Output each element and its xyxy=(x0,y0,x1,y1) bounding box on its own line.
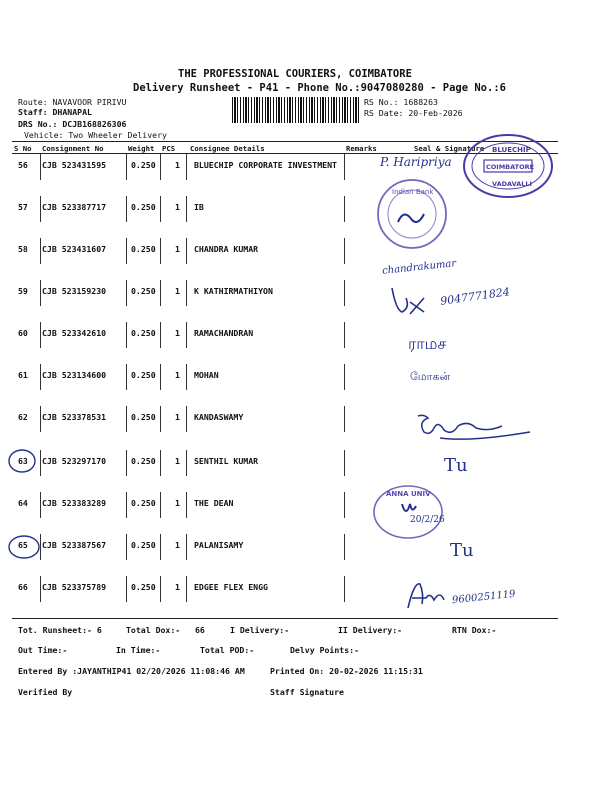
cell-weight: 0.250 xyxy=(131,202,156,212)
row-separator xyxy=(160,322,161,348)
signature-row-59-scribble xyxy=(386,282,446,318)
in-time: In Time:- xyxy=(116,645,161,655)
row-separator xyxy=(186,280,187,306)
cell-consignee: MOHAN xyxy=(194,370,219,380)
col-weight: Weight xyxy=(128,144,155,153)
signature-row-60: ராமச xyxy=(408,334,447,353)
row-separator xyxy=(40,492,41,518)
row-separator xyxy=(344,450,345,476)
route: Route: NAVAVOOR PIRIVU xyxy=(18,97,127,107)
cell-sno: 65 xyxy=(18,540,28,550)
row-separator xyxy=(126,364,127,390)
cell-consignee: PALANISAMY xyxy=(194,540,244,550)
entered-by: Entered By :JAYANTHIP41 02/20/2026 11:08:46 AM xyxy=(18,666,245,676)
cell-sno: 63 xyxy=(18,456,28,466)
row-separator xyxy=(160,576,161,602)
col-consignment: Consignment No xyxy=(42,144,104,153)
row-separator xyxy=(344,196,345,222)
signature-row-56: P. Haripriya xyxy=(380,155,452,169)
cell-cno: CJB 523342610 xyxy=(42,328,107,338)
cell-cno: CJB 523378531 xyxy=(42,412,107,422)
cell-consignee: KANDASWAMY xyxy=(194,412,244,422)
ii-delivery: II Delivery:- xyxy=(338,625,403,635)
delvy-points: Delvy Points:- xyxy=(290,645,360,655)
anna-stamp xyxy=(372,484,448,542)
row-separator xyxy=(160,154,161,180)
cell-consignee: SENTHIL KUMAR xyxy=(194,456,259,466)
row-separator xyxy=(40,196,41,222)
cell-consignee: EDGEE FLEX ENGG xyxy=(194,582,268,592)
total-dox-label: Total Dox:- xyxy=(126,625,181,635)
row-separator xyxy=(186,322,187,348)
cell-consignee: RAMACHANDRAN xyxy=(194,328,254,338)
anna-univ-stamp xyxy=(540,485,600,541)
row-separator xyxy=(344,576,345,602)
cell-pcs: 1 xyxy=(175,456,180,466)
cell-weight: 0.250 xyxy=(131,582,156,592)
cell-sno: 62 xyxy=(18,412,28,422)
signature-row-63: Tu xyxy=(444,455,468,476)
cell-pcs: 1 xyxy=(175,540,180,550)
cell-consignee: BLUECHIP CORPORATE INVESTMENT xyxy=(194,160,337,170)
row-separator xyxy=(344,280,345,306)
cell-cno: CJB 523387717 xyxy=(42,202,107,212)
signature-row-66-scribble xyxy=(404,578,454,612)
rs-number: RS No.: 1688263 xyxy=(364,97,438,107)
cell-cno: CJB 523383289 xyxy=(42,498,107,508)
cell-pcs: 1 xyxy=(175,328,180,338)
cell-weight: 0.250 xyxy=(131,244,156,254)
row-separator xyxy=(126,154,127,180)
anna-stamp-date: 20/2/26 xyxy=(410,515,445,525)
cell-weight: 0.250 xyxy=(131,412,156,422)
cell-sno: 57 xyxy=(18,202,28,212)
cell-consignee: IB xyxy=(194,202,204,212)
vehicle: Vehicle: Two Wheeler Delivery xyxy=(24,130,167,140)
signature-row-59-phone: 9047771824 xyxy=(439,285,511,308)
row-separator xyxy=(186,196,187,222)
i-delivery: I Delivery:- xyxy=(230,625,290,635)
cell-cno: CJB 523387567 xyxy=(42,540,107,550)
rs-date: RS Date: 20-Feb-2026 xyxy=(364,108,463,118)
staff-signature: Staff Signature xyxy=(270,687,344,697)
cell-weight: 0.250 xyxy=(131,456,156,466)
total-pod: Total POD:- xyxy=(200,645,255,655)
row-separator xyxy=(344,322,345,348)
cell-pcs: 1 xyxy=(175,582,180,592)
row-separator xyxy=(344,492,345,518)
staff: Staff: DHANAPAL xyxy=(18,107,92,117)
cell-cno: CJB 523431595 xyxy=(42,160,107,170)
rtn-dox: RTN Dox:- xyxy=(452,625,497,635)
cell-cno: CJB 523159230 xyxy=(42,286,107,296)
bluechip-stamp-mid: COIMBATORE xyxy=(486,163,535,171)
bluechip-stamp-bottom: VADAVALLI xyxy=(492,180,532,188)
total-dox-value: 66 xyxy=(195,625,205,635)
cell-sno: 61 xyxy=(18,370,28,380)
row-separator xyxy=(40,364,41,390)
cell-sno: 64 xyxy=(18,498,28,508)
row-separator xyxy=(160,450,161,476)
bluechip-stamp xyxy=(462,133,554,199)
cell-consignee: THE DEAN xyxy=(194,498,234,508)
row-separator xyxy=(160,364,161,390)
printed-on: Printed On: 20-02-2026 11:15:31 xyxy=(270,666,423,676)
bank-stamp xyxy=(376,178,448,250)
cell-sno: 56 xyxy=(18,160,28,170)
cell-weight: 0.250 xyxy=(131,160,156,170)
row-separator xyxy=(126,492,127,518)
row-separator xyxy=(186,576,187,602)
company-title: THE PROFESSIONAL COURIERS, COIMBATORE xyxy=(178,68,412,80)
bank-stamp-text: Indian Bank xyxy=(392,188,434,196)
row-separator xyxy=(186,492,187,518)
cell-weight: 0.250 xyxy=(131,370,156,380)
row-separator xyxy=(126,280,127,306)
row-separator xyxy=(186,406,187,432)
cell-weight: 0.250 xyxy=(131,286,156,296)
cell-sno: 60 xyxy=(18,328,28,338)
cell-pcs: 1 xyxy=(175,286,180,296)
anna-stamp-text: ANNA UNIV xyxy=(386,490,431,498)
cell-cno: CJB 523134600 xyxy=(42,370,107,380)
row-separator xyxy=(40,576,41,602)
signature-row-58: chandrakumar xyxy=(381,258,457,277)
cell-pcs: 1 xyxy=(175,202,180,212)
cell-pcs: 1 xyxy=(175,160,180,170)
tot-runsheet: Tot. Runsheet:- 6 xyxy=(18,625,102,635)
row-separator xyxy=(126,196,127,222)
row-separator xyxy=(160,280,161,306)
cell-weight: 0.250 xyxy=(131,540,156,550)
barcode xyxy=(232,97,360,123)
row-separator xyxy=(186,534,187,560)
row-separator xyxy=(126,406,127,432)
row-separator xyxy=(160,406,161,432)
col-sno: S No xyxy=(14,144,32,153)
cell-pcs: 1 xyxy=(175,244,180,254)
cell-sno: 66 xyxy=(18,582,28,592)
row-separator xyxy=(126,322,127,348)
signature-row-66-phone: 9600251119 xyxy=(451,588,517,607)
row-separator xyxy=(126,576,127,602)
row-separator xyxy=(40,280,41,306)
row-separator xyxy=(160,492,161,518)
cell-consignee: CHANDRA KUMAR xyxy=(194,244,259,254)
row-separator xyxy=(40,322,41,348)
row-separator xyxy=(344,364,345,390)
row-separator xyxy=(126,534,127,560)
drs-number: DRS No.: DCJB168826306 xyxy=(18,119,127,129)
row-separator xyxy=(344,154,345,180)
col-remarks: Remarks xyxy=(346,144,377,153)
row-separator xyxy=(344,534,345,560)
cell-consignee: K KATHIRMATHIYON xyxy=(194,286,273,296)
cell-pcs: 1 xyxy=(175,370,180,380)
cell-cno: CJB 523431607 xyxy=(42,244,107,254)
row-separator xyxy=(126,450,127,476)
signature-row-65: Tu xyxy=(450,540,474,561)
cell-cno: CJB 523375789 xyxy=(42,582,107,592)
cell-weight: 0.250 xyxy=(131,498,156,508)
cell-weight: 0.250 xyxy=(131,328,156,338)
cell-sno: 58 xyxy=(18,244,28,254)
row-separator xyxy=(40,154,41,180)
bluechip-stamp-top: BLUECHIP xyxy=(492,146,531,154)
runsheet-subtitle: Delivery Runsheet - P41 - Phone No.:9047080280 - Page No.:6 xyxy=(133,82,506,94)
verified-by: Verified By xyxy=(18,687,73,697)
row-separator xyxy=(40,406,41,432)
col-consignee: Consignee Details xyxy=(190,144,265,153)
circle-mark-65 xyxy=(6,534,42,560)
row-separator xyxy=(186,154,187,180)
cell-sno: 59 xyxy=(18,286,28,296)
signature-row-61: மோகன் xyxy=(410,370,451,383)
row-separator xyxy=(344,238,345,264)
col-pcs: PCS xyxy=(162,144,176,153)
row-separator xyxy=(160,238,161,264)
row-separator xyxy=(186,364,187,390)
row-separator xyxy=(160,534,161,560)
col-signature: Seal & Signature xyxy=(414,144,485,153)
signature-row-62 xyxy=(410,406,560,446)
cell-pcs: 1 xyxy=(175,412,180,422)
row-separator xyxy=(126,238,127,264)
row-separator xyxy=(186,238,187,264)
cell-cno: CJB 523297170 xyxy=(42,456,107,466)
row-separator xyxy=(160,196,161,222)
cell-pcs: 1 xyxy=(175,498,180,508)
table-bottom-rule xyxy=(12,618,558,619)
out-time: Out Time:- xyxy=(18,645,68,655)
row-separator xyxy=(186,450,187,476)
row-separator xyxy=(344,406,345,432)
row-separator xyxy=(40,238,41,264)
row-separator xyxy=(40,450,41,476)
circle-mark-63 xyxy=(6,448,38,474)
